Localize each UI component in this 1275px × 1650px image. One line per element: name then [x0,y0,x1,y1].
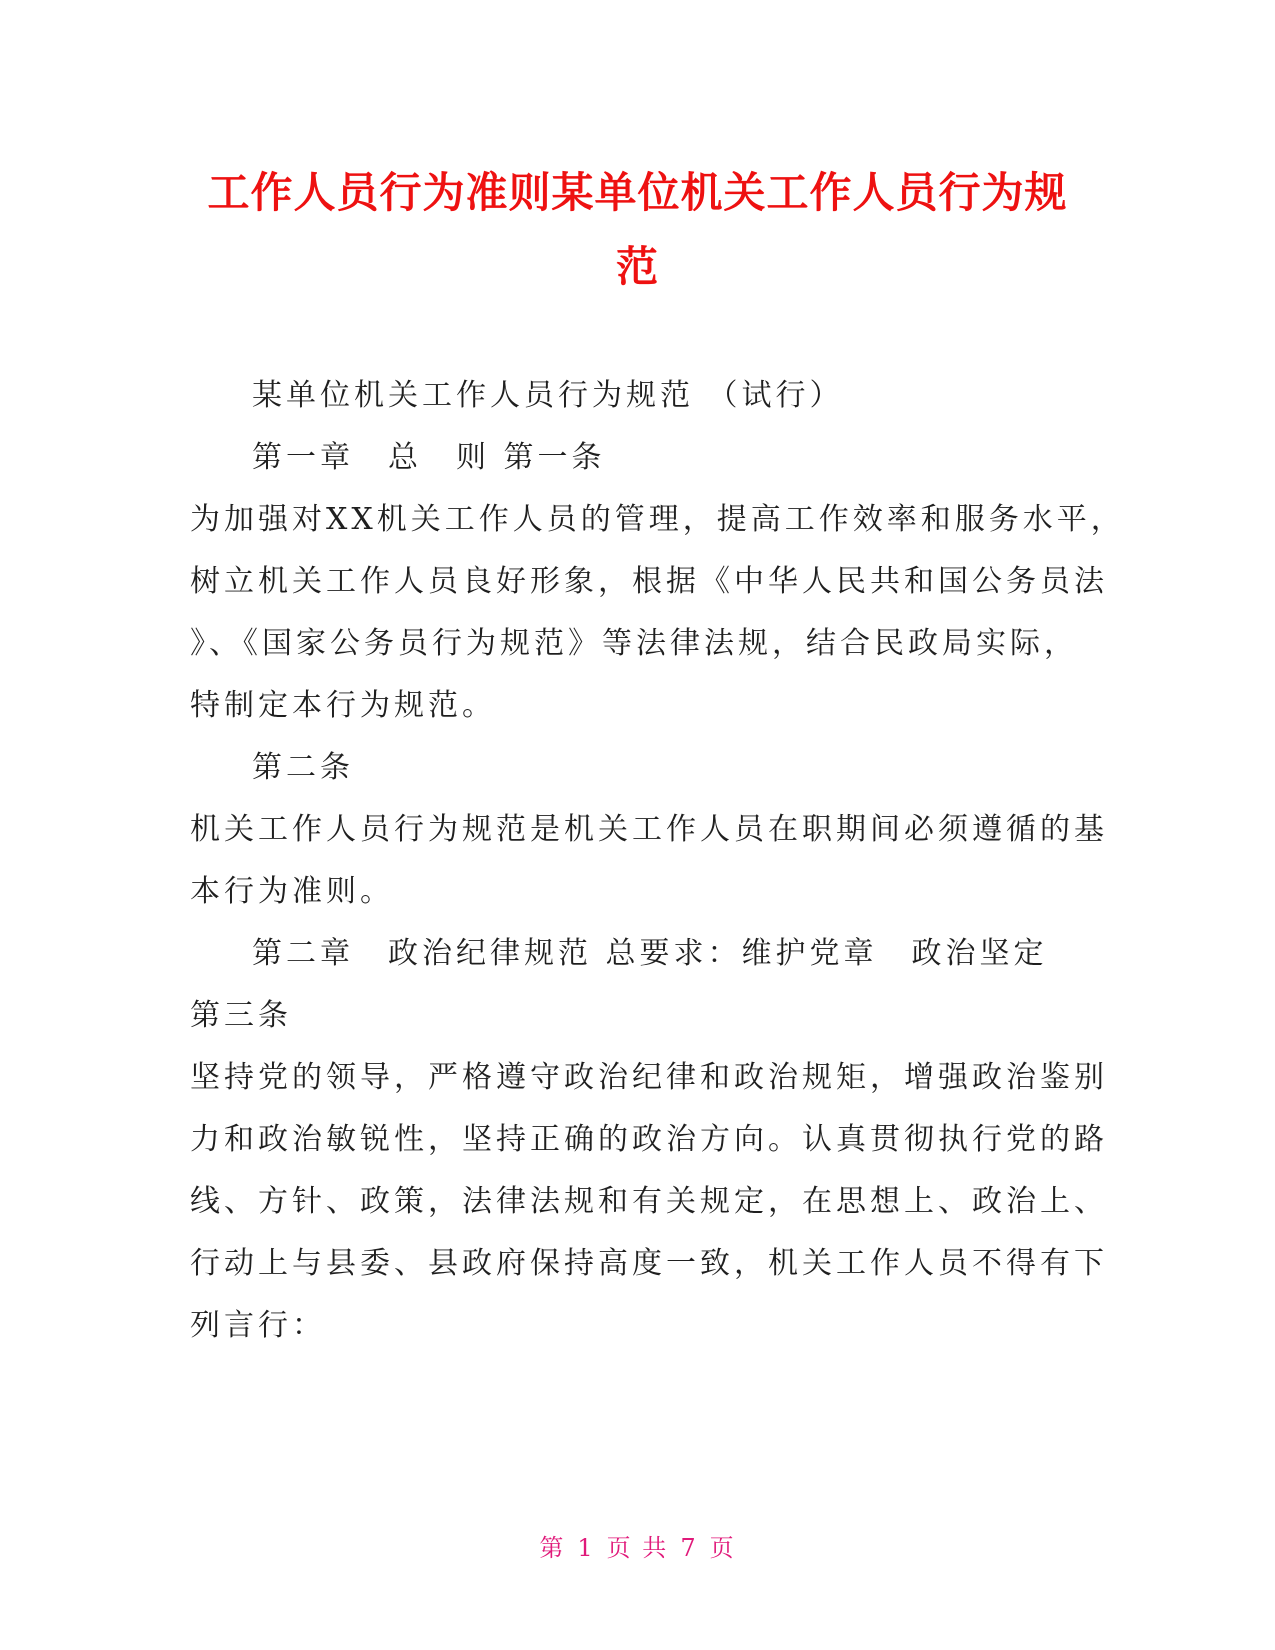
body-line: 特制定本行为规范。 [190,688,496,723]
body-line: 行动上与县委、县政府保持高度一致，机关工作人员不得有下 [190,1246,1108,1281]
document-title [190,156,1085,304]
body-line: 第三条 [190,998,292,1033]
body-line: 坚持党的领导，严格遵守政治纪律和政治规矩，增强政治鉴别 [190,1060,1108,1095]
body-line: 线、方针、政策，法律法规和有关规定，在思想上、政治上、 [190,1184,1108,1219]
body-line: 树立机关工作人员良好形象，根据《中华人民共和国公务员法 [190,564,1108,599]
title-line-2: 范 [615,242,659,291]
page-number-footer [0,1528,1275,1563]
body-line: 力和政治敏锐性，坚持正确的政治方向。认真贯彻执行党的路 [190,1122,1108,1157]
footer-current-page: 1 [577,1534,595,1562]
title-line-1: 工作人员行为准则某单位机关工作人员行为规 [207,168,1068,217]
body-line: 第二章 政治纪律规范 总要求：维护党章 政治坚定 [252,936,1048,971]
footer-total-pages: 7 [680,1534,698,1562]
body-line: 为加强对XX机关工作人员的管理，提高工作效率和服务水平， [190,502,1125,537]
body-line: 列言行： [190,1308,326,1343]
document-body [190,365,1125,1357]
footer-suffix: 页 [709,1534,736,1562]
body-line: 第二条 [252,750,354,785]
body-line: 机关工作人员行为规范是机关工作人员在职期间必须遵循的基 [190,812,1108,847]
body-line: 》、《国家公务员行为规范》等法律法规，结合民政局实际， [190,626,1078,661]
body-line: 本行为准则。 [190,874,394,909]
body-line: 某单位机关工作人员行为规范 （试行） [252,378,844,413]
footer-middle: 页 共 [606,1534,669,1562]
footer-prefix: 第 [539,1534,566,1562]
body-line: 第一章 总 则 第一条 [252,440,606,475]
